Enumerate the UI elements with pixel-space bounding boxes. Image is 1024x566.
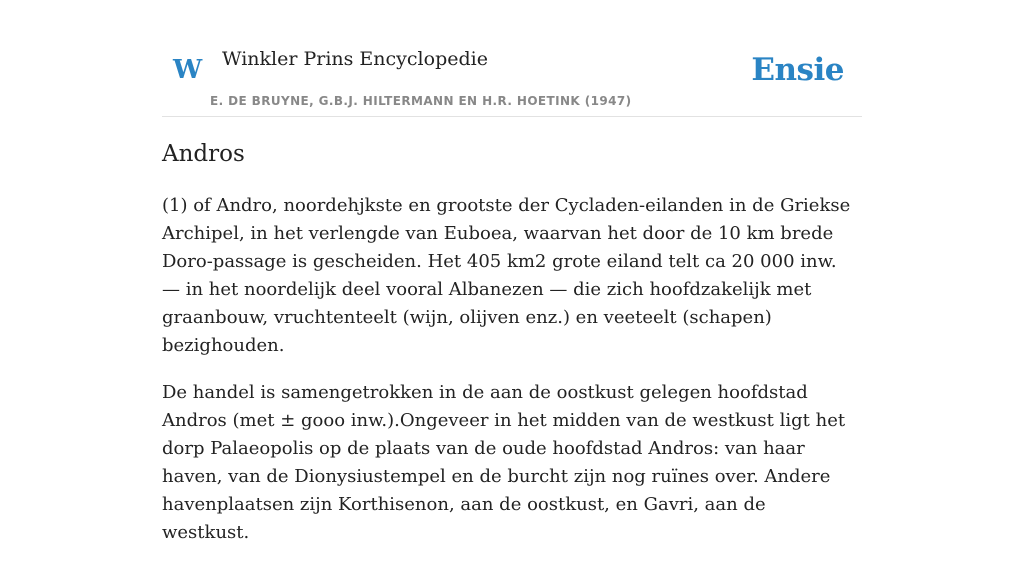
site-header	[162, 0, 862, 117]
book-authors: E. DE BRUYNE, G.B.J. HILTERMANN EN H.R. HOETINK (1947)	[210, 94, 632, 108]
winkler-prins-logo[interactable]: W	[173, 55, 203, 85]
book-title[interactable]: Winkler Prins Encyclopedie	[222, 48, 488, 70]
ensie-brand-logo[interactable]: Ensie	[751, 52, 844, 88]
entry-body	[162, 192, 852, 566]
entry-paragraph: (1) of Andro, noordehjkste en grootste der Cycladen-eilanden in de Griekse Archipel, in het verlengde van Euboea, waarvan het door de 10 km brede Doro-passage is gescheiden. Het 405 km2 grote eiland telt ca 20 000 inw. — in het noordelijk deel vooral Albanezen — die zich hoofdzakelijk met graanbouw, vruchtenteelt (wijn, olijven enz.) en veeteelt (schapen) bezighouden.	[162, 195, 851, 356]
entry-paragraph: De handel is samengetrokken in de aan de oostkust gelegen hoofdstad Andros (met ± gooo inw.).Ongeveer in het midden van de westkust ligt het dorp Palaeopolis op de plaats van de oude hoofdstad Andros: van haar haven, van de Dionysiustempel en de burcht zijn nog ruïnes over. Andere havenplaatsen zijn Korthisenon, aan de oostkust, en Gavri, aan de westkust.	[162, 382, 846, 543]
entry-title: Andros	[162, 141, 245, 167]
